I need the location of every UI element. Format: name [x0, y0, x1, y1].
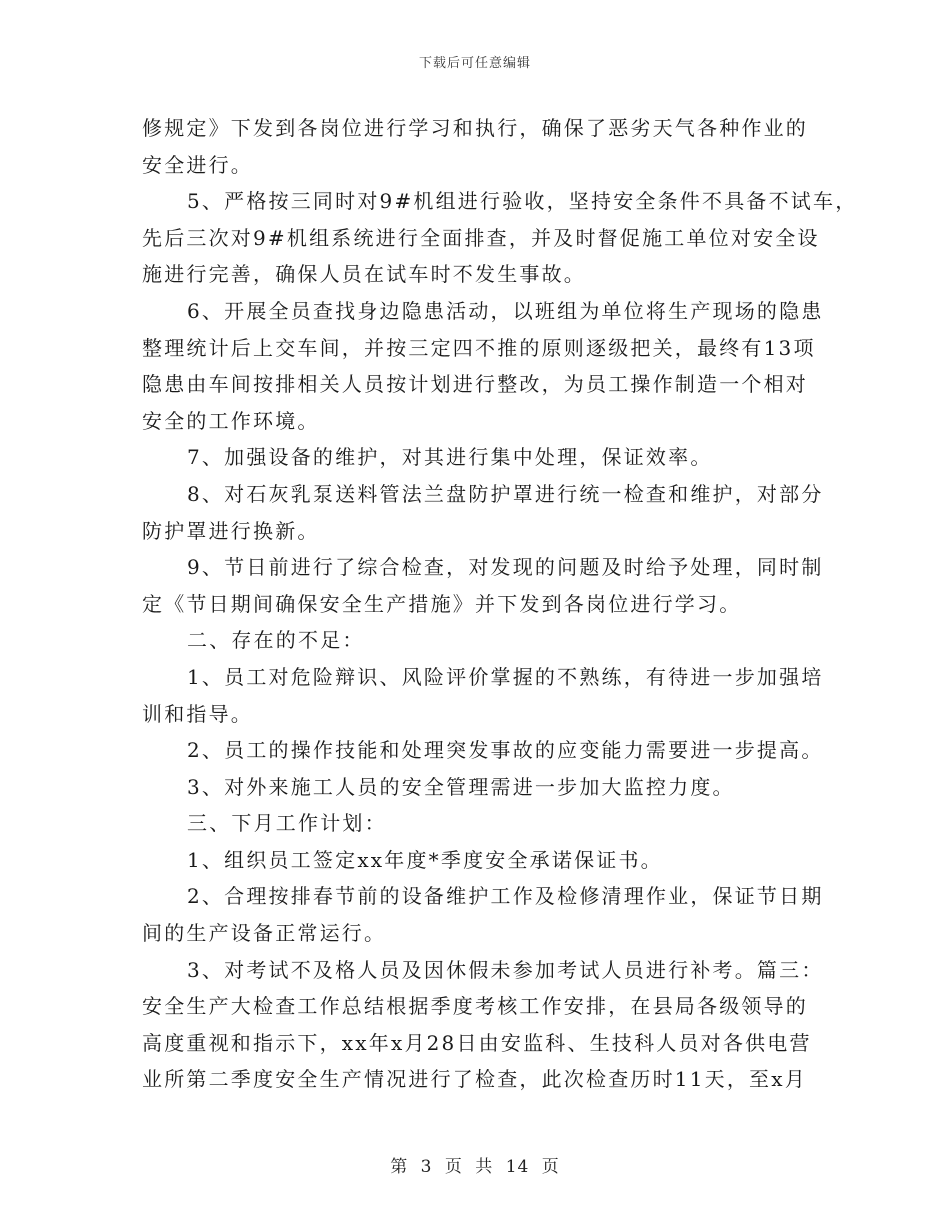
text-line: 7、加强设备的维护，对其进行集中处理，保证效率。 [187, 445, 713, 470]
text-line: 5、严格按三同时对9#机组进行验收，坚持安全条件不具备不试车， [187, 189, 858, 214]
text-line: 业所第二季度安全生产情况进行了检查，此次检查历时11天，至x月 [142, 1067, 807, 1092]
text-line: 修规定》下发到各岗位进行学习和执行，确保了恶劣天气各种作业的 [142, 116, 808, 140]
text-line: 3、对考试不及格人员及因休假未参加考试人员进行补考。篇三： [187, 957, 824, 982]
text-line: 防护罩进行换新。 [142, 518, 320, 543]
body-text [142, 110, 858, 1098]
text-line: 1、组织员工签定xx年度*季度安全承诺保证书。 [187, 847, 663, 872]
text-line: 安全进行。 [142, 152, 253, 177]
text-line: 9、节日前进行了综合检查，对发现的问题及时给予处理，同时制 [187, 555, 824, 580]
header-note: 下载后可任意编辑 [418, 56, 531, 71]
text-line: 先后三次对9#机组系统进行全面排查，并及时督促施工单位对安全设 [142, 225, 820, 250]
text-line: 1、员工对危险辩识、风险评价掌握的不熟练，有待进一步加强培 [187, 664, 824, 689]
text-line: 6、开展全员查找身边隐患活动，以班组为单位将生产现场的隐患 [187, 298, 824, 323]
page-number-footer: 第 3 页 共 14 页 [390, 1157, 560, 1177]
text-line: 定《节日期间确保安全生产措施》并下发到各岗位进行学习。 [142, 591, 742, 616]
text-line: 2、员工的操作技能和处理突发事故的应变能力需要进一步提高。 [187, 738, 824, 763]
text-line: 高度重视和指示下，xx年x月28日由安监科、生技科人员对各供电营 [142, 1030, 812, 1055]
text-line: 训和指导。 [142, 701, 253, 726]
text-line: 间的生产设备正常运行。 [142, 921, 387, 946]
text-line: 二、存在的不足： [187, 628, 365, 653]
text-line: 隐患由车间按排相关人员按计划进行整改，为员工操作制造一个相对 [142, 372, 808, 397]
text-line: 整理统计后上交车间，并按三定四不推的原则逐级把关，最终有13项 [142, 335, 816, 360]
text-line: 三、下月工作计划： [187, 811, 387, 836]
text-line: 安全生产大检查工作总结根据季度考核工作安排，在县局各级领导的 [142, 994, 808, 1019]
text-line: 2、合理按排春节前的设备维护工作及检修清理作业，保证节日期 [187, 884, 824, 909]
text-line: 安全的工作环境。 [142, 408, 320, 433]
text-line: 8、对石灰乳泵送料管法兰盘防护罩进行统一检查和维护，对部分 [187, 481, 824, 506]
text-line: 施进行完善，确保人员在试车时不发生事故。 [142, 262, 586, 287]
text-line: 3、对外来施工人员的安全管理需进一步加大监控力度。 [187, 774, 735, 799]
